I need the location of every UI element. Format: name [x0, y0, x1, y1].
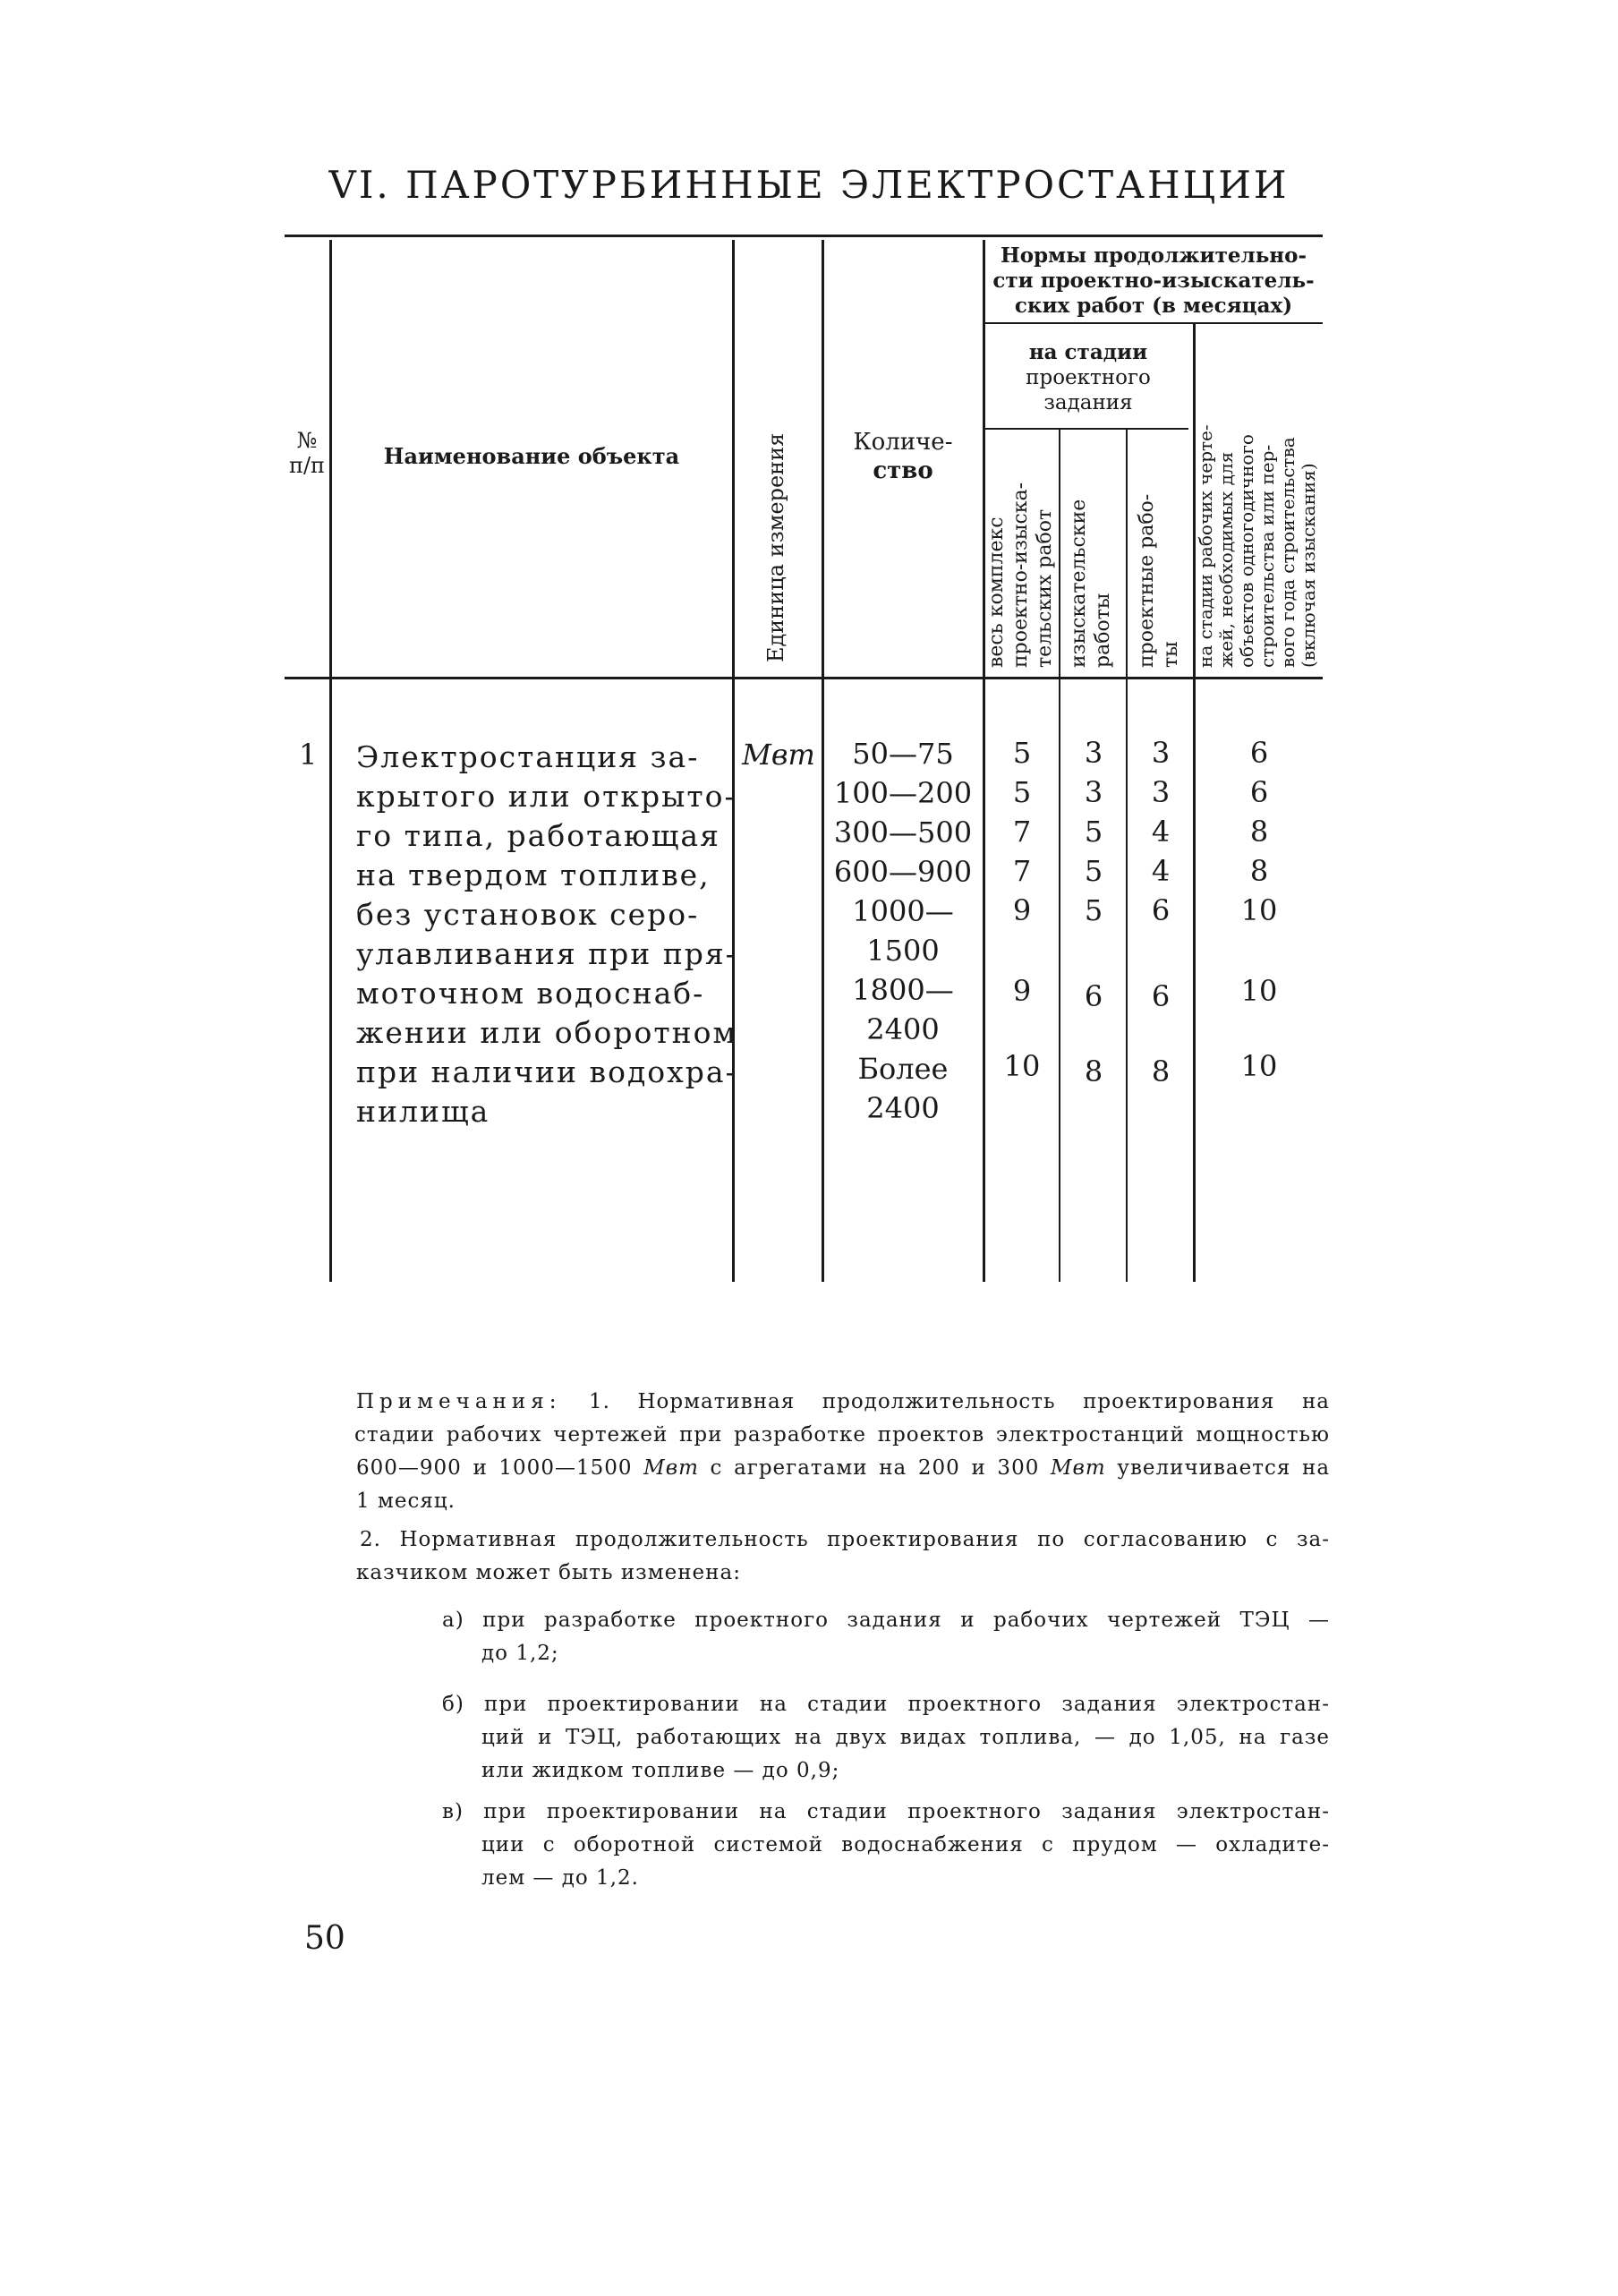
object-name-line: жении или оборотном [356, 1015, 738, 1050]
object-name-line: улавливания при пря- [356, 936, 737, 971]
value-working: 10 [1240, 974, 1278, 1008]
note-1-line [356, 1386, 1330, 1419]
header-unit: Единица измерения [763, 432, 788, 662]
header-stage-line: на стадии [1028, 340, 1148, 364]
quantity-line: Более [857, 1052, 949, 1086]
note-1-line: 1 месяц. [356, 1489, 456, 1513]
notes-label: Примечания: [356, 1390, 562, 1413]
header-qty [825, 428, 981, 485]
note-2-item-b [442, 1688, 1330, 1788]
header-complex-line: проектно-изыска- [1009, 482, 1032, 668]
quantity-line: 1500 [866, 934, 940, 968]
note-2-item-v [442, 1796, 1330, 1895]
header-working-line: (включая изыскания) [1298, 463, 1319, 668]
col-divider-1 [329, 240, 332, 1282]
note-1-text: 600—900 и 1000—1500 [356, 1456, 633, 1480]
header-working-line: на стадии рабочих черте- [1195, 424, 1216, 668]
object-name-line: нилища [356, 1094, 490, 1129]
object-name-line: без установок серо- [356, 897, 700, 932]
value-working: 6 [1249, 775, 1269, 809]
col-divider-3 [822, 240, 824, 1282]
note-2 [356, 1524, 1330, 1590]
object-name-line: на твердом топливе, [356, 858, 711, 892]
unit-value: Мвт [742, 738, 815, 772]
header-qty-line: ство [873, 457, 933, 484]
header-design-line: проектные рабо- [1136, 493, 1158, 668]
quantity-line: 1000— [852, 894, 954, 928]
value-survey: 3 [1084, 736, 1103, 770]
note-2-line: казчиком может быть изменена: [356, 1561, 741, 1584]
header-complex [984, 433, 1057, 668]
stage-divider-rule [983, 428, 1188, 430]
value-working: 10 [1240, 893, 1278, 927]
value-design: 3 [1151, 736, 1171, 770]
value-complex: 5 [1012, 736, 1032, 770]
header-stage-line: задания [1043, 391, 1133, 414]
value-complex: 7 [1012, 815, 1032, 849]
header-complex-line: весь комплекс [985, 516, 1008, 668]
note-1 [356, 1386, 1330, 1518]
quantity-line: 2400 [866, 1091, 940, 1125]
header-survey [1067, 433, 1115, 668]
header-design-line: ты [1160, 641, 1182, 668]
value-design: 4 [1151, 854, 1171, 888]
quantity-line: 1800— [852, 973, 954, 1007]
object-name-line: при наличии водохра- [356, 1054, 737, 1089]
note-item-line: до 1,2; [481, 1642, 559, 1665]
value-design: 3 [1151, 775, 1171, 809]
header-num [285, 428, 329, 478]
object-name-line: го типа, работающая [356, 818, 720, 853]
header-num-line: № [296, 428, 318, 453]
value-survey: 8 [1084, 1054, 1103, 1088]
page-title: VI. ПАРОТУРБИННЫЕ ЭЛЕКТРОСТАНЦИИ [328, 163, 1290, 207]
header-project-stage [984, 340, 1192, 415]
note-item-line: ции с оборотной системой водоснабжения с прудом — охладите- [481, 1833, 1330, 1856]
note-item-line: лем — до 1,2. [481, 1866, 639, 1890]
note-1-text: увеличивается на [1117, 1456, 1331, 1480]
value-complex: 5 [1012, 775, 1032, 809]
header-working-line: вого года строительства [1277, 437, 1299, 668]
value-survey: 5 [1084, 854, 1103, 888]
header-survey-line: изыскательские [1068, 499, 1090, 668]
value-survey: 5 [1084, 893, 1103, 927]
value-design: 8 [1151, 1054, 1171, 1088]
quantity-line: 600—900 [833, 855, 973, 889]
value-design: 4 [1151, 815, 1171, 849]
value-complex: 9 [1012, 974, 1032, 1008]
value-design: 6 [1151, 893, 1171, 927]
value-working: 8 [1249, 815, 1269, 849]
note-item-line: ций и ТЭЦ, работающих на двух видах топлива, — до 1,05, на газе [481, 1726, 1330, 1749]
norms-divider-rule [983, 322, 1323, 324]
header-name: Наименование объекта [383, 443, 680, 469]
value-survey: 3 [1084, 775, 1103, 809]
quantity-line: 50—75 [852, 737, 954, 771]
col-divider-5 [1059, 428, 1060, 1282]
col-divider-2 [732, 240, 735, 1282]
note-1-line [356, 1452, 1330, 1485]
value-working: 6 [1249, 736, 1269, 770]
quantity-line: 2400 [866, 1012, 940, 1046]
header-working [1196, 331, 1319, 668]
note-item-line: б) при проектировании на стадии проектного задания электростан- [442, 1693, 1330, 1716]
header-bottom-rule [285, 677, 1323, 679]
note-1-text: 1. Нормативная продолжительность проектирования на [588, 1390, 1330, 1413]
header-num-line: п/п [288, 453, 326, 478]
object-name-line: крытого или открыто- [356, 779, 737, 814]
quantity-line: 100—200 [833, 776, 973, 810]
value-survey: 5 [1084, 815, 1103, 849]
note-1-line: стадии рабочих чертежей при разработке проектов электростанций мощностью [354, 1423, 1330, 1447]
header-stage-line: проектного [1026, 366, 1151, 389]
value-survey: 6 [1084, 979, 1103, 1013]
object-name [356, 738, 738, 1131]
col-divider-6 [1126, 428, 1128, 1282]
quantity-line: 300—500 [833, 815, 973, 849]
note-1-text: с агрегатами на 200 и 300 [710, 1456, 1040, 1480]
header-norms [984, 243, 1323, 319]
note-item-line: в) при проектировании на стадии проектного задания электростан- [442, 1800, 1330, 1823]
header-survey-line: работы [1092, 593, 1114, 668]
value-working: 8 [1249, 854, 1269, 888]
object-name-line: моточном водоснаб- [356, 976, 705, 1011]
row-number: 1 [299, 738, 318, 772]
unit-mvt: Мвт [1051, 1456, 1106, 1480]
quantity-list [825, 734, 981, 1128]
unit-mvt: Мвт [643, 1456, 699, 1480]
header-working-line: объектов одногодичного [1236, 434, 1257, 668]
header-design [1135, 433, 1183, 668]
header-norms-line: Нормы продолжительно- [1000, 243, 1307, 268]
object-name-line: Электростанция за- [356, 739, 700, 774]
note-item-line: а) при разработке проектного задания и рабочих чертежей ТЭЦ — [442, 1609, 1330, 1632]
header-complex-line: тельских работ [1034, 508, 1056, 668]
value-working: 10 [1240, 1049, 1278, 1083]
header-qty-line: Количе- [853, 429, 953, 456]
header-working-line: строительства или пер- [1256, 444, 1278, 668]
header-norms-line: ских работ (в месяцах) [1014, 294, 1293, 318]
value-complex: 9 [1012, 893, 1032, 927]
value-design: 6 [1151, 979, 1171, 1013]
value-complex: 7 [1012, 854, 1032, 888]
header-norms-line: сти проектно-изыскатель- [992, 269, 1315, 293]
note-item-line: или жидком топливе — до 0,9; [481, 1759, 840, 1782]
page-number: 50 [304, 1920, 345, 1957]
value-complex: 10 [1003, 1049, 1041, 1083]
table-top-rule [285, 235, 1323, 237]
header-working-line: жей, необходимых для [1215, 451, 1237, 668]
note-2-line: 2. Нормативная продолжительность проектирования по согласованию с за- [360, 1528, 1330, 1551]
note-2-item-a [442, 1604, 1330, 1670]
